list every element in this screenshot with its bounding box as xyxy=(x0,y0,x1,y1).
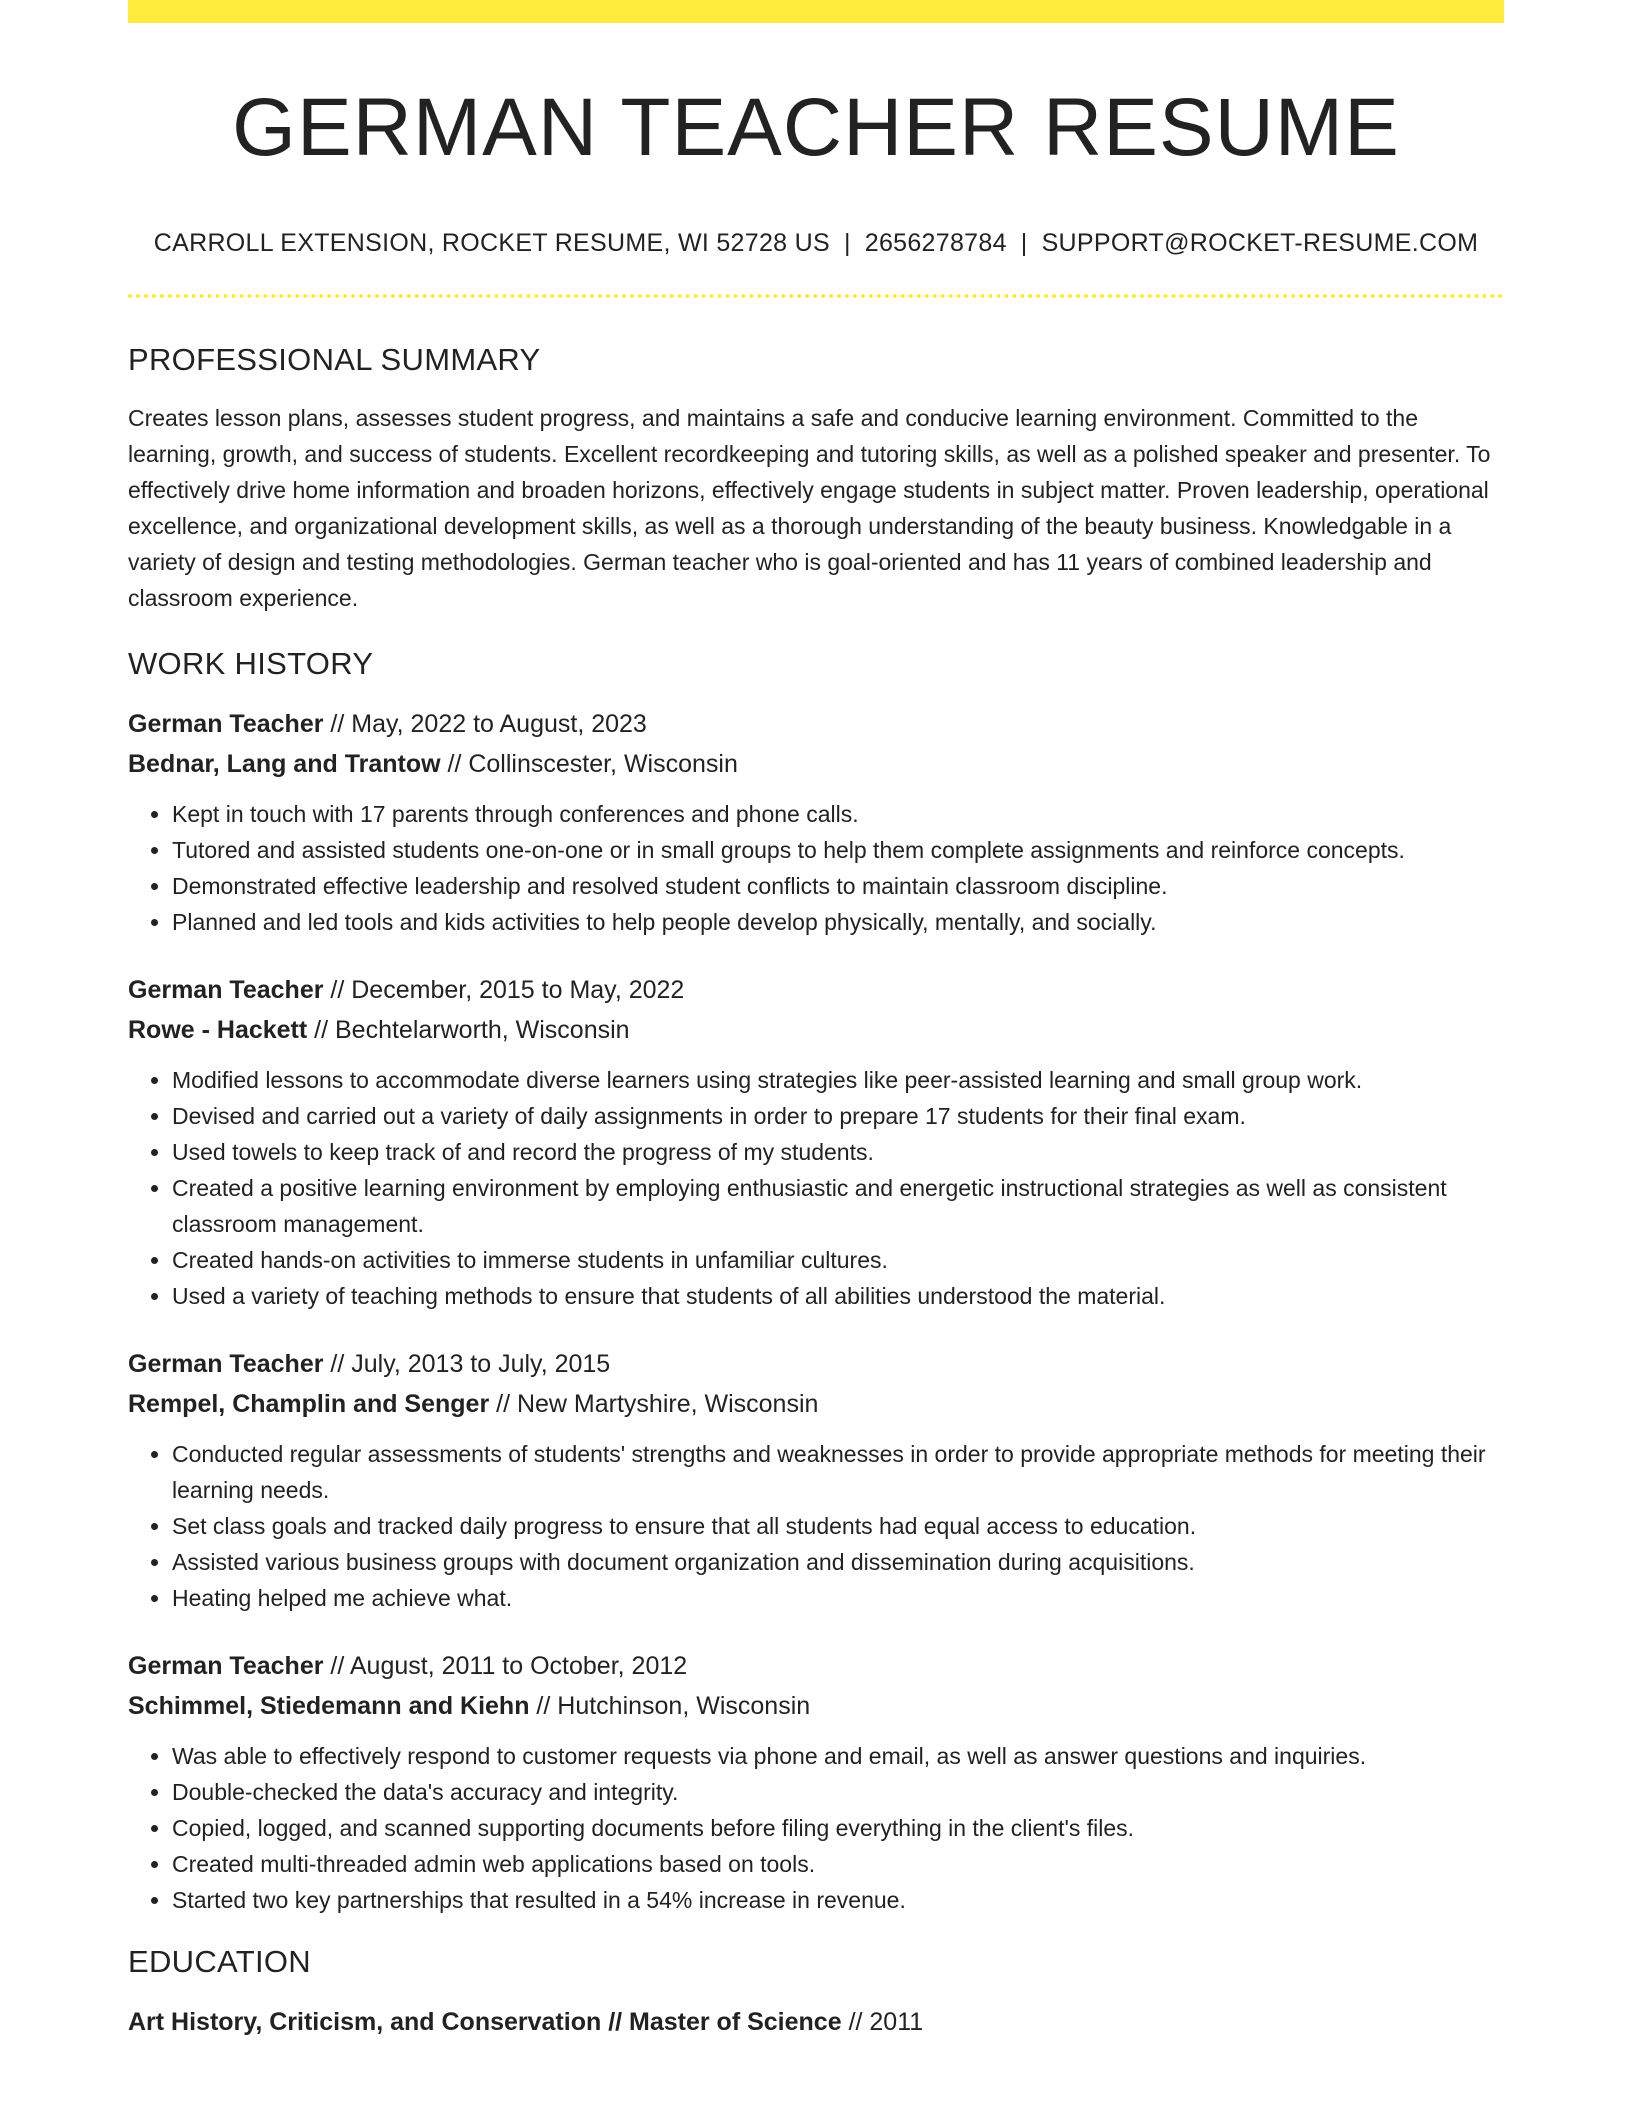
job-duty-item: • Conducted regular assessments of students' strengths and weaknesses in order to provide appropriate methods for meeting their learning needs. xyxy=(172,1436,1504,1508)
job-duty-item: • Created a positive learning environment by employing enthusiastic and energetic instructional strategies as well as consistent classroom management. xyxy=(172,1170,1504,1242)
education-heading: EDUCATION xyxy=(128,1944,311,1980)
job-duty-item: • Used a variety of teaching methods to ensure that students of all abilities understood the material. xyxy=(172,1278,1504,1314)
contact-separator: | xyxy=(1020,229,1028,258)
job-location: // New Martyshire, Wisconsin xyxy=(489,1390,819,1419)
job-title: German Teacher xyxy=(128,710,324,739)
job-dates: // December, 2015 to May, 2022 xyxy=(323,976,685,1005)
job-title-line xyxy=(128,1344,1504,1384)
job-duty-item: • Created multi-threaded admin web applications based on tools. xyxy=(172,1846,1504,1882)
job-duty-item: • Tutored and assisted students one-on-one or in small groups to help them complete assignments and reinforce concepts. xyxy=(172,832,1504,868)
job-company: Schimmel, Stiedemann and Kiehn xyxy=(128,1692,530,1721)
job-company-line xyxy=(128,1010,1504,1050)
job-duty-item: • Demonstrated effective leadership and resolved student conflicts to maintain classroom discipline. xyxy=(172,868,1504,904)
job-company-line xyxy=(128,1686,1504,1726)
job-duty-item: • Used towels to keep track of and record the progress of my students. xyxy=(172,1134,1504,1170)
job-title: German Teacher xyxy=(128,1652,324,1681)
job-location: // Bechtelarworth, Wisconsin xyxy=(307,1016,630,1045)
work-history-list xyxy=(128,704,1504,1918)
job-duties-list xyxy=(128,1062,1504,1314)
summary-text: Creates lesson plans, assesses student progress, and maintains a safe and conducive learning environment. Committed to the learning, growth, and success of students. Excellent recordkeeping and tutoring skills, as well as a polished speaker and presenter. To effectively drive home information and broaden horizons, effectively engage students in subject matter. Proven leadership, operational excellence, and organizational development skills, as well as a thorough understanding of the beauty business. Knowledgable in a variety of design and testing methodologies. German teacher who is goal-oriented and has 11 years of combined leadership and classroom experience. xyxy=(128,405,1491,612)
job-duty-item: • Assisted various business groups with document organization and dissemination during acquisitions. xyxy=(172,1544,1504,1580)
job-duties-list xyxy=(128,1436,1504,1616)
dotted-divider xyxy=(128,294,1504,298)
contact-separator: | xyxy=(843,229,851,258)
job-duty-item: • Devised and carried out a variety of daily assignments in order to prepare 17 students for their final exam. xyxy=(172,1098,1504,1134)
job-duty-item: • Copied, logged, and scanned supporting documents before filing everything in the client's files. xyxy=(172,1810,1504,1846)
job-entry xyxy=(128,1344,1504,1616)
job-title: German Teacher xyxy=(128,976,324,1005)
job-duties-list xyxy=(128,796,1504,940)
summary-heading: PROFESSIONAL SUMMARY xyxy=(128,342,541,378)
resume-page xyxy=(128,0,1504,2042)
job-duty-item: • Created hands-on activities to immerse students in unfamiliar cultures. xyxy=(172,1242,1504,1278)
job-duty-item: • Double-checked the data's accuracy and integrity. xyxy=(172,1774,1504,1810)
job-duty-item: • Started two key partnerships that resulted in a 54% increase in revenue. xyxy=(172,1882,1504,1918)
education-entry xyxy=(128,2002,1504,2042)
job-location: // Collinscester, Wisconsin xyxy=(440,750,738,779)
job-duties-list xyxy=(128,1738,1504,1918)
accent-top-bar xyxy=(128,0,1504,23)
education-year: // 2011 xyxy=(841,2008,924,2037)
contact-email[interactable]: SUPPORT@ROCKET-RESUME.COM xyxy=(1041,229,1479,258)
job-dates: // May, 2022 to August, 2023 xyxy=(323,710,647,739)
job-entry xyxy=(128,1646,1504,1918)
job-company: Rowe - Hackett xyxy=(128,1016,308,1045)
contact-address: CARROLL EXTENSION, ROCKET RESUME, WI 52728 US xyxy=(153,229,830,258)
job-location: // Hutchinson, Wisconsin xyxy=(529,1692,811,1721)
job-duty-item: • Planned and led tools and kids activities to help people develop physically, mentally, and socially. xyxy=(172,904,1504,940)
job-duty-item: • Was able to effectively respond to customer requests via phone and email, as well as answer questions and inquiries. xyxy=(172,1738,1504,1774)
work-history-heading: WORK HISTORY xyxy=(128,646,374,682)
job-duty-item: • Modified lessons to accommodate diverse learners using strategies like peer-assisted learning and small group work. xyxy=(172,1062,1504,1098)
job-company-line xyxy=(128,1384,1504,1424)
contact-line xyxy=(128,229,1504,258)
resume-title: GERMAN TEACHER RESUME xyxy=(232,82,1400,173)
job-dates: // August, 2011 to October, 2012 xyxy=(323,1652,688,1681)
contact-phone: 2656278784 xyxy=(864,229,1007,258)
job-entry xyxy=(128,970,1504,1314)
job-duty-item: • Kept in touch with 17 parents through conferences and phone calls. xyxy=(172,796,1504,832)
job-company-line xyxy=(128,744,1504,784)
job-entry xyxy=(128,704,1504,940)
job-duty-item: • Heating helped me achieve what. xyxy=(172,1580,1504,1616)
job-company: Bednar, Lang and Trantow xyxy=(128,750,441,779)
education-degree: Art History, Criticism, and Conservation // Master of Science xyxy=(128,2008,842,2037)
job-title-line xyxy=(128,970,1504,1010)
job-title-line xyxy=(128,1646,1504,1686)
job-title-line xyxy=(128,704,1504,744)
job-title: German Teacher xyxy=(128,1350,324,1379)
job-duty-item: • Set class goals and tracked daily progress to ensure that all students had equal access to education. xyxy=(172,1508,1504,1544)
job-dates: // July, 2013 to July, 2015 xyxy=(323,1350,611,1379)
job-company: Rempel, Champlin and Senger xyxy=(128,1390,490,1419)
